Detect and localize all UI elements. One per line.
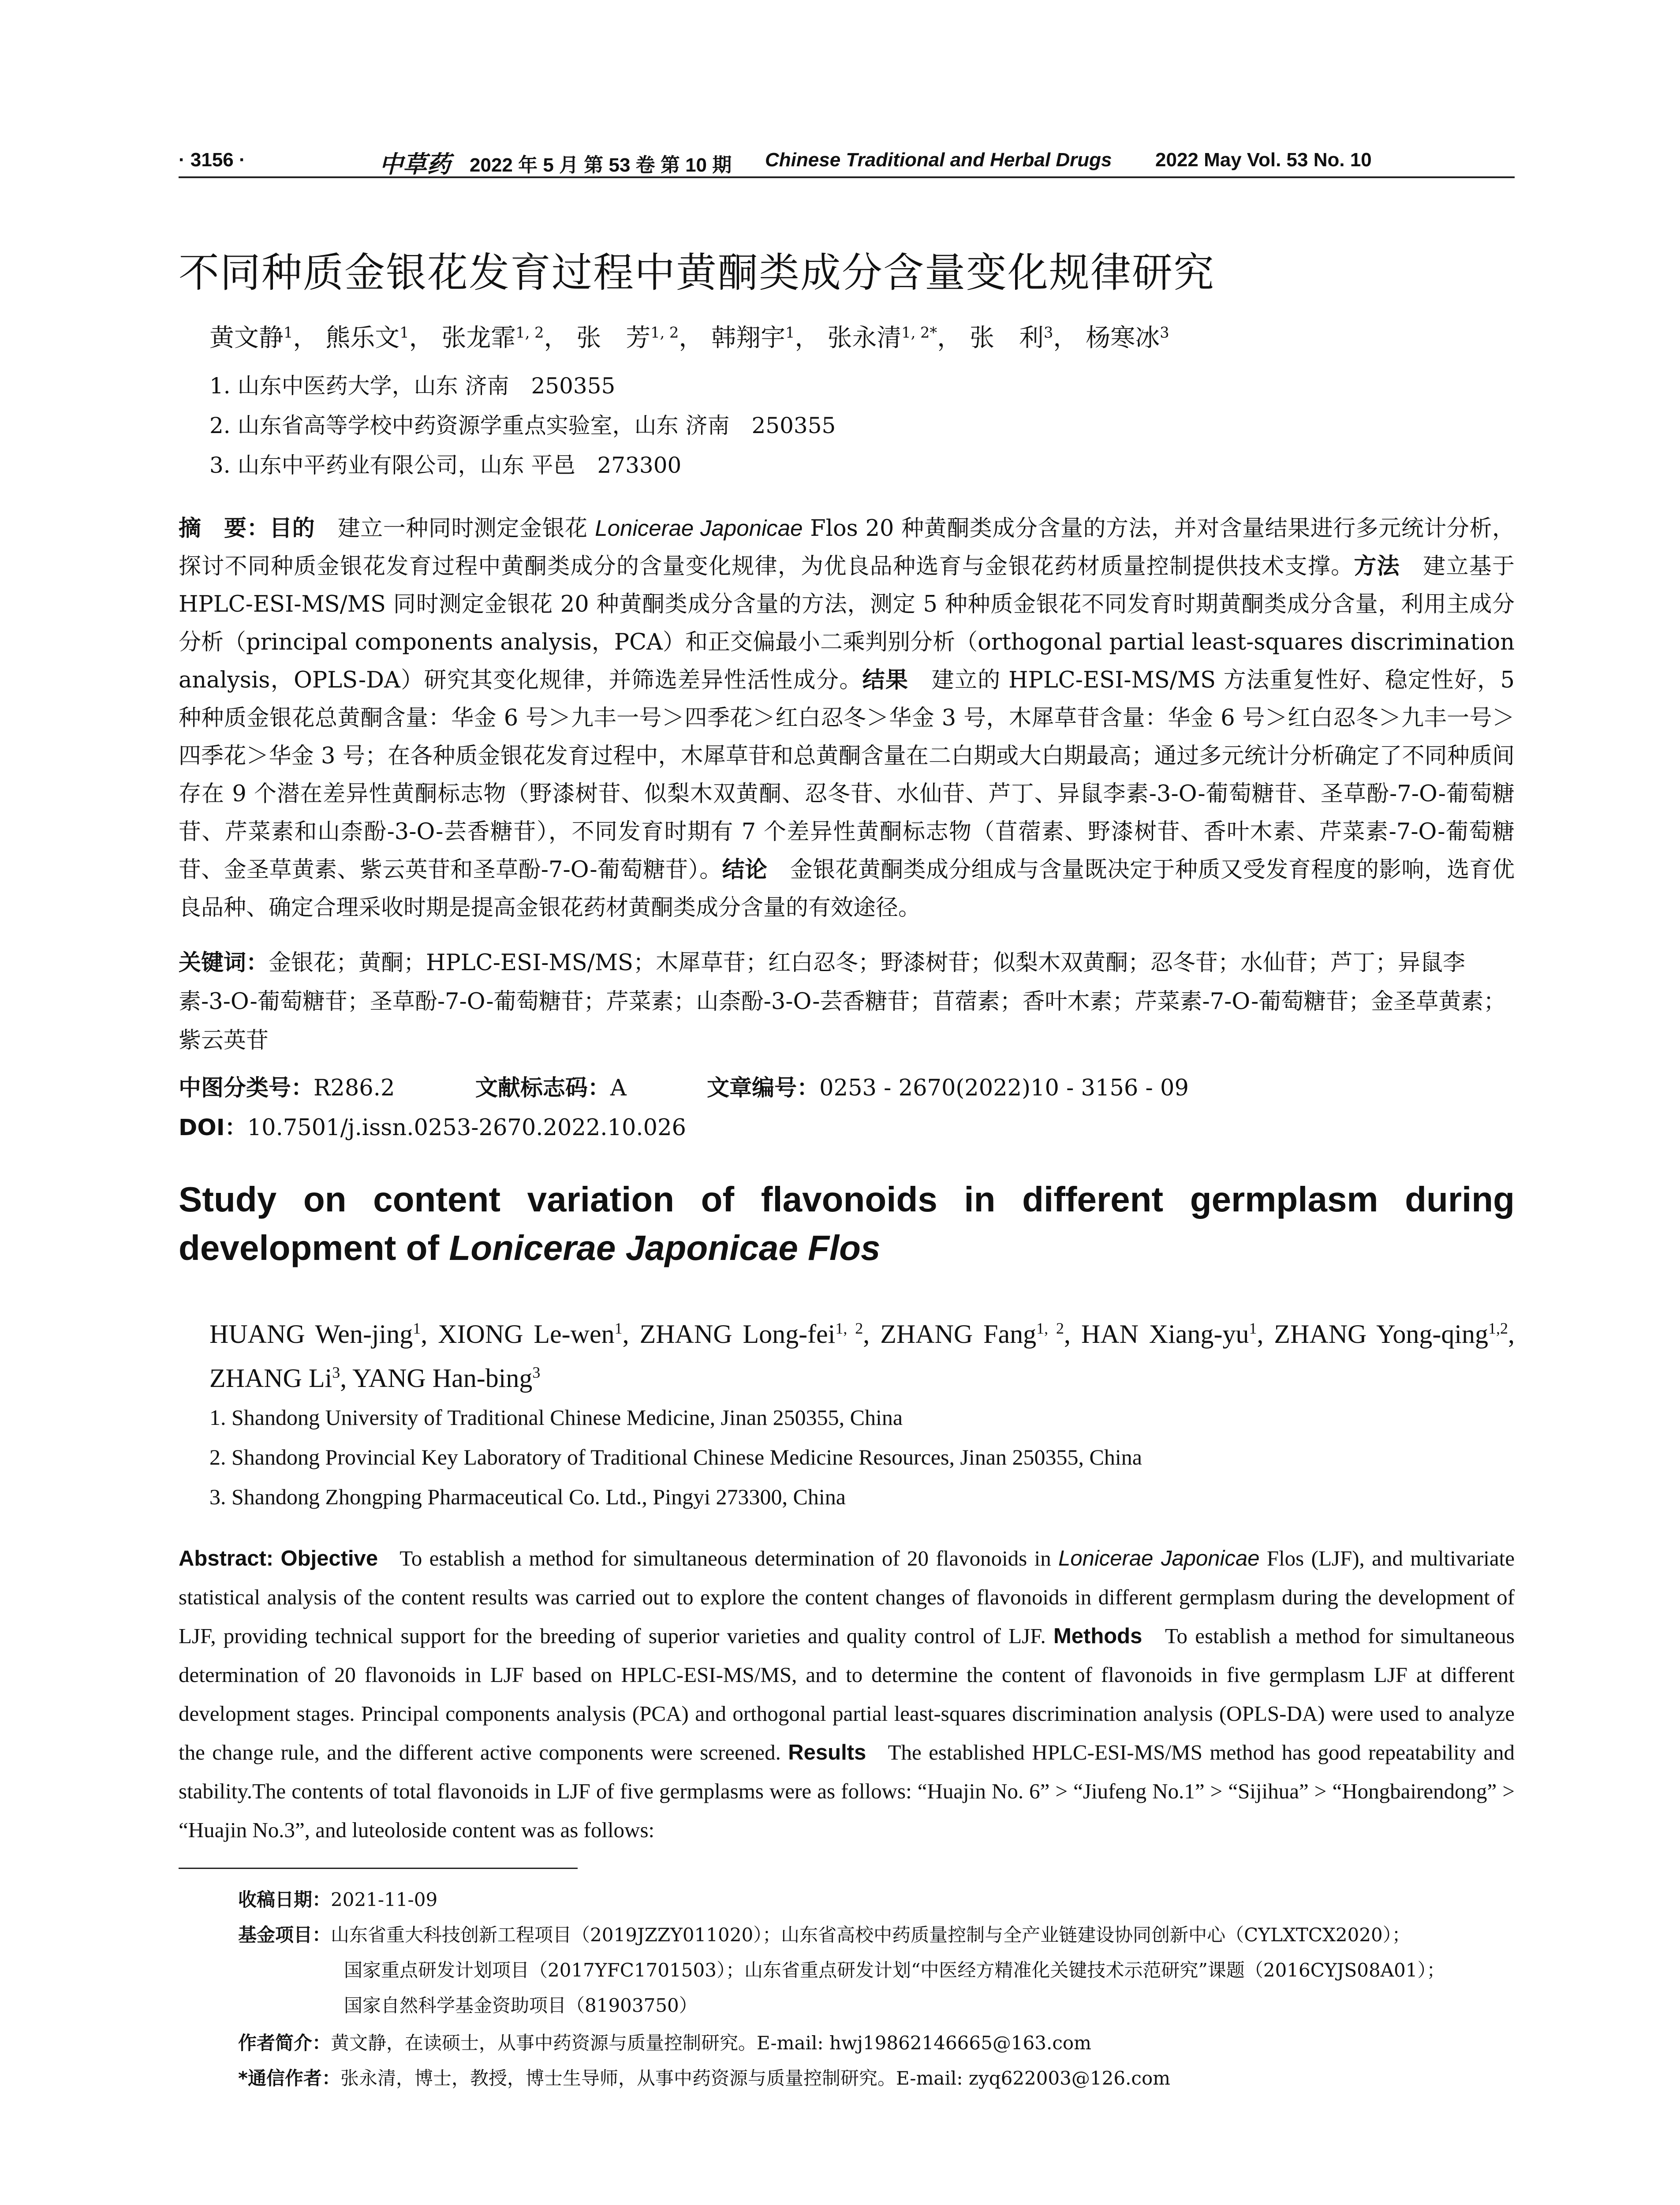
footnote-fund-line-3: 国家自然科学基金资助项目（81903750） xyxy=(344,1995,698,2016)
title-en: Study on content variation of flavonoids in different germplasm during development of Lonicerae Japonicae Flos xyxy=(179,1180,1515,1267)
classification-line: 中图分类号：R286.2 文献标志码：A 文章编号：0253 - 2670(2022)10 - 3156 - 09 xyxy=(179,1075,1189,1101)
author-cn: 杨寒冰$^3$ xyxy=(1086,324,1169,352)
keywords-cn xyxy=(179,944,1515,1060)
footnote-fund: 基金项目：山东省重大科技创新工程项目（2019JZZY011020）；山东省高校中药质量控制与全产业链建设协同创新中心（CYLXTCX2020）； xyxy=(238,1924,1411,1946)
footnote-received: 收稿日期：2021-11-09 xyxy=(238,1889,438,1910)
doi-line: DOI：10.7501/j.issn.0253-2670.2022.10.026 xyxy=(179,1115,686,1141)
methods-label-cn: 方法 xyxy=(1354,553,1400,579)
author-cn: 韩翔宇$^1$ xyxy=(711,324,795,352)
methods-label-en: Methods xyxy=(1053,1624,1142,1648)
footnote-corresponding: *通信作者：张永清，博士，教授，博士生导师，从事中药资源与质量控制研究。E-mail: zyq622003@126.com xyxy=(238,2067,1171,2089)
author-cn: 张龙霏$^{1, 2}$ xyxy=(441,324,544,352)
author-cn: 张 利$^3$ xyxy=(970,324,1053,352)
doi-value: 10.7501/j.issn.0253-2670.2022.10.026 xyxy=(247,1115,686,1141)
running-header xyxy=(179,146,1515,178)
title-cn: 不同种质金银花发育过程中黄酮类成分含量变化规律研究 xyxy=(179,249,1215,296)
journal-name-cn: 中草药 xyxy=(379,150,451,178)
conclusion-label-cn: 结论 xyxy=(722,857,768,883)
abstract-en-label: Abstract: xyxy=(179,1547,274,1570)
results-label-cn: 结果 xyxy=(862,667,909,693)
affiliation-en-1: 1. Shandong University of Traditional Chinese Medicine, Jinan 250355, China xyxy=(209,1405,903,1430)
footnote-author: 作者简介：黄文静，在读硕士，从事中药资源与质量控制研究。E-mail: hwj19862146665@163.com xyxy=(238,2032,1091,2054)
affiliation-cn-2: 2. 山东省高等学校中药资源学重点实验室，山东 济南 250355 xyxy=(209,413,836,438)
abstract-cn-label: 摘 要： xyxy=(179,516,270,542)
authors-en: HUANG Wen-jing$^1$, XIONG Le-wen$^1$, ZHANG Long-fei$^{1, 2}$, ZHANG Fang$^{1, 2}$, HAN Xiang-$yu^1$, ZHANG Yong-qing$^{1,2}$, ZHANG Li$^3$, YANG Han-bing$^3$ xyxy=(209,1319,1515,1393)
footnote-divider xyxy=(179,1868,578,1869)
issue-cn: 2022 年 5 月 第 53 卷 第 10 期 xyxy=(470,154,732,176)
keywords-cn-label: 关键词： xyxy=(179,950,269,976)
keywords-cn-text: 金银花；黄酮；HPLC-ESI-MS/MS；木犀草苷；红白忍冬；野漆树苷；似梨木双黄酮；忍冬苷；水仙苷；芦丁；异鼠李素-3-O-葡萄糖苷；圣草酚-7-O-葡萄糖苷；芹菜素；山柰酚-3-O-芸香糖苷；苜蓿素；香叶木素；芹菜素-7-O-葡萄糖苷；金圣草黄素；紫云英苷 xyxy=(179,950,1506,1054)
abstract-en: Abstract: Objective To establish a method for simultaneous determination of 20 flavonoids in Lonicerae Japonicae Flos (LJF), and multivariate statistical analysis of the content results was carried out to explore the content changes of flavonoids in different germplasm during the development of LJF, providing technical support for the breeding of superior varieties and quality control of LJF. Methods To establish a method for simultaneous determination of 20 flavonoids in LJF based on HPLC-ESI-MS/MS, and to determine the content of flavonoids in five germplasm LJF at different development stages. Principal components analysis (PCA) and orthogonal partial least-squares discrimination analysis (OPLS-DA) were used to analyze the change rule, and the different active components were screened. Results The established HPLC-ESI-MS/MS method has good repeatability and stability.The contents of total flavonoids in LJF of five germplasms were as follows: “Huajin No. 6” > “Jiufeng No.1” > “Sijihua” > “Hongbairendong” > “Huajin No.3”, and luteoloside content was as follows: xyxy=(179,1546,1515,1842)
issue-en: 2022 May Vol. 53 No. 10 xyxy=(1155,149,1372,171)
footnote-fund-line-2: 国家重点研发计划项目（2017YFC1701503）；山东省重点研发计划“中医经方精准化关键技术示范研究”课题（2016CYJS08A01）； xyxy=(344,1959,1445,1981)
abstract-cn: 摘 要：目的 建立一种同时测定金银花 Lonicerae Japonicae Flos 20 种黄酮类成分含量的方法，并对含量结果进行多元统计分析，探讨不同种质金银花发育过程中黄酮类成分的含量变化规律，为优良品种选育与金银花药材质量控制提供技术支撑。方法 建立基于 HPLC-ESI-MS/MS 同时测定金银花 20 种黄酮类成分含量的方法，测定 5 种种质金银花不同发育时期黄酮类成分含量，利用主成分分析（principal components analysis，PCA）和正交偏最小二乘判别分析（orthogonal partial least-squares discrimination analysis，OPLS-DA）研究其变化规律，并筛选差异性活性成分。结果 建立的 HPLC-ESI-MS/MS 方法重复性好、稳定性好，5 种种质金银花总黄酮含量：华金 6 号＞九丰一号＞四季花＞红白忍冬＞华金 3 号，木犀草苷含量：华金 6 号＞红白忍冬＞九丰一号＞四季花＞华金 3 号；在各种质金银花发育过程中，木犀草苷和总黄酮含量在二白期或大白期最高；通过多元统计分析确定了不同种质间存在 9 个潜在差异性黄酮标志物（野漆树苷、似梨木双黄酮、忍冬苷、水仙苷、芦丁、异鼠李素-3-O-葡萄糖苷、圣草酚-7-O-葡萄糖苷、芹菜素和山柰酚-3-O-芸香糖苷），不同发育时期有 7 个差异性黄酮标志物（苜蓿素、野漆树苷、香叶木素、芹菜素-7-O-葡萄糖苷、金圣草黄素、紫云英苷和圣草酚-7-O-葡萄糖苷）。结论 金银花黄酮类成分组成与含量既决定于种质又受发育程度的影响，选育优良品种、确定合理采收时期是提高金银花药材黄酮类成分含量的有效途径。 xyxy=(179,516,1515,921)
affiliation-cn-3: 3. 山东中平药业有限公司，山东 平邑 273300 xyxy=(209,452,682,478)
author-cn: 黄文静$^1$ xyxy=(209,324,293,352)
objective-label-en: Objective xyxy=(280,1547,378,1570)
page-number: · 3156 · xyxy=(179,149,246,171)
author-cn: 张永清$^{1, 2*}$ xyxy=(827,324,937,352)
journal-name-en: Chinese Traditional and Herbal Drugs xyxy=(765,149,1112,171)
objective-label-cn: 目的 xyxy=(269,516,315,542)
affiliation-cn-1: 1. 山东中医药大学，山东 济南 250355 xyxy=(209,373,616,399)
results-label-en: Results xyxy=(788,1741,866,1764)
author-cn: 张 芳$^{1, 2}$ xyxy=(576,324,679,352)
affiliation-en-3: 3. Shandong Zhongping Pharmaceutical Co. Ltd., Pingyi 273300, China xyxy=(209,1484,846,1509)
affiliation-en-2: 2. Shandong Provincial Key Laboratory of Traditional Chinese Medicine Resources, Jinan 250355, China xyxy=(209,1445,1142,1469)
authors-cn: 黄文静$^1$， 熊乐文$^1$， 张龙霏$^{1, 2}$， 张 芳$^{1, 2}$， 韩翔宇$^1$， 张永清$^{1, 2*}$， 张 利$^3$， 杨寒冰$^3$ xyxy=(209,324,1169,352)
author-cn: 熊乐文$^1$ xyxy=(325,324,409,352)
